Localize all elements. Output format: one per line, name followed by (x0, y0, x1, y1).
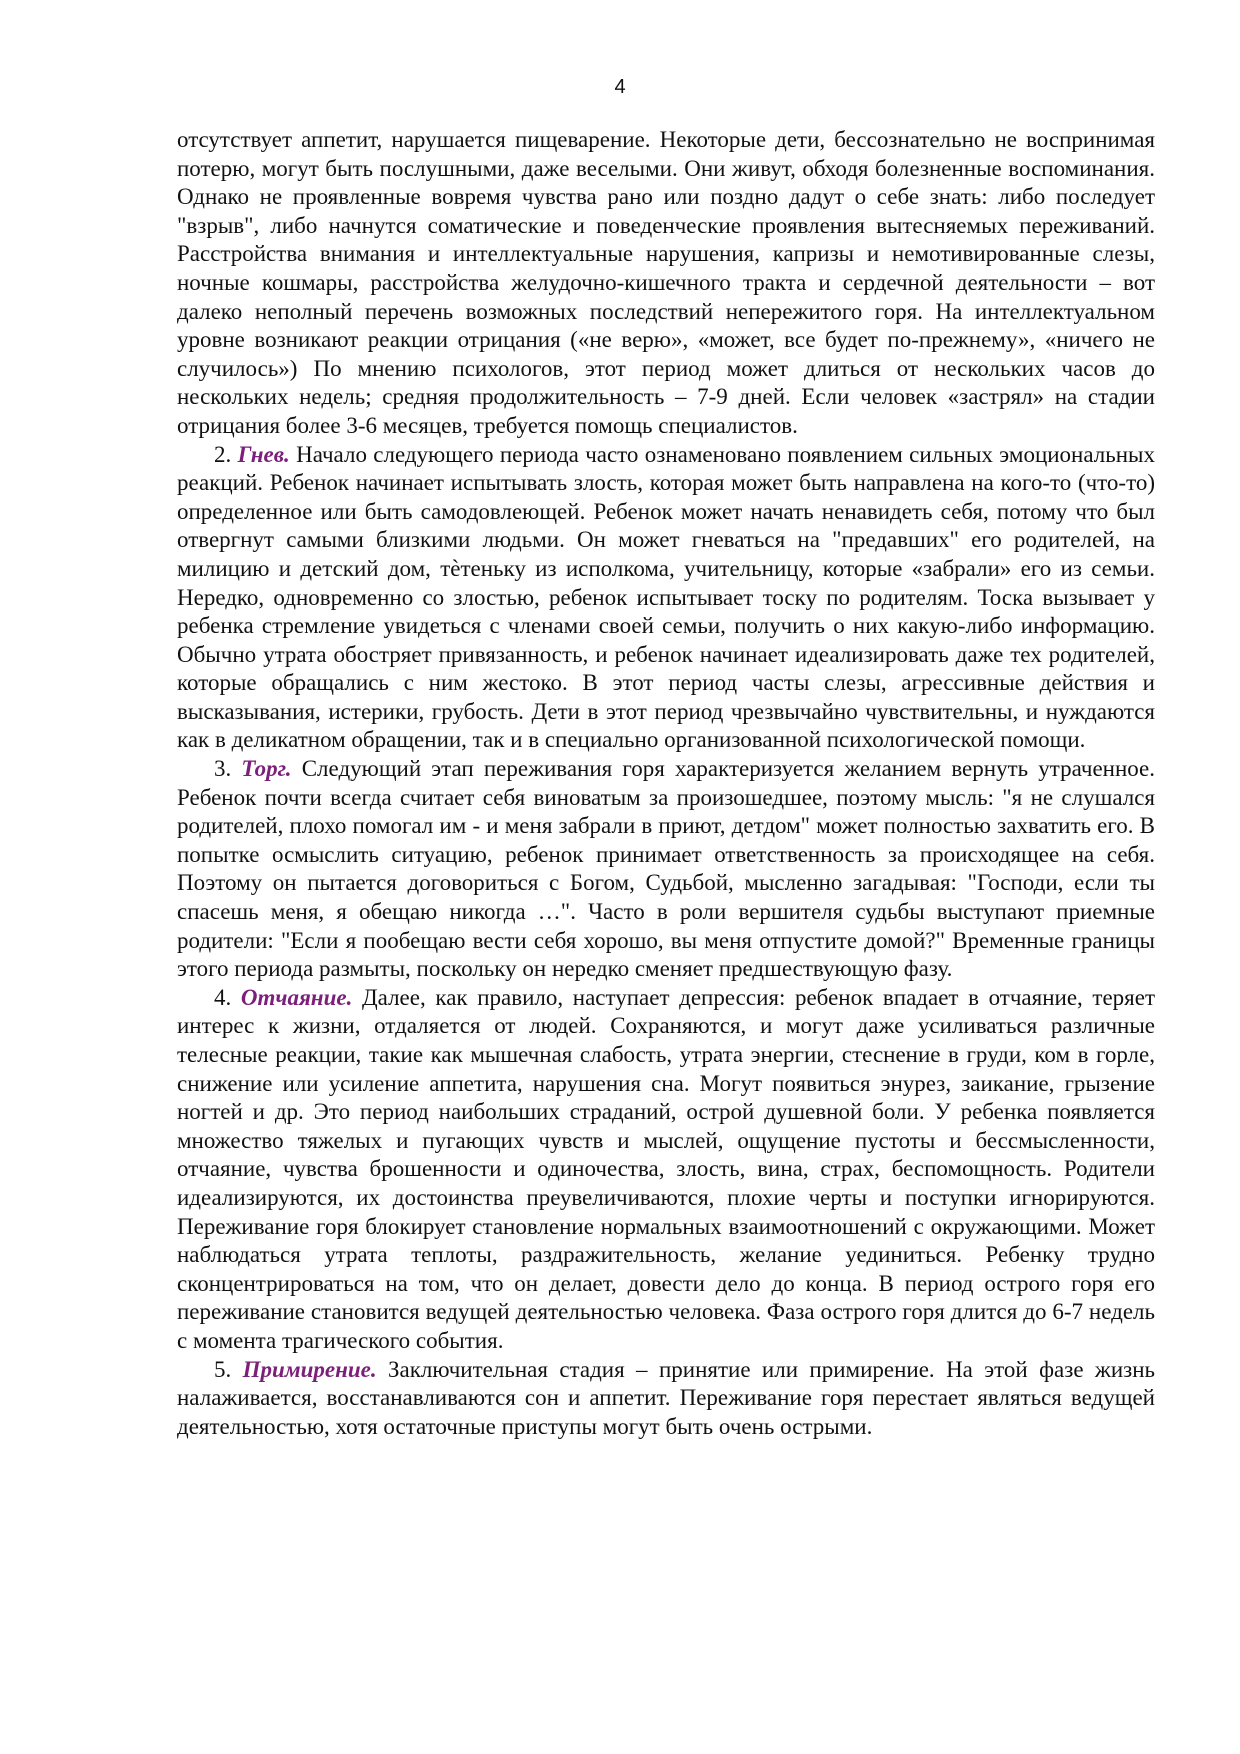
document-body (177, 126, 1155, 1441)
stage-term-despair: Отчаяние. (240, 984, 353, 1010)
stage-text: Далее, как правило, наступает депрессия: ребенок впадает в отчаяние, теряет интерес к жизни, отдаляется от людей. Сохраняются, и могут даже усиливаться различные телесные реакции, такие как мышечная слабость, утрата энергии, стеснение в груди, ком в горле, снижение или усиление аппетита, нарушения сна. Могут появиться энурез, заикание, грызение ногтей и др. Это период наибольших страданий, острой душевной боли. У ребенка появляется множество тяжелых и пугающих чувств и мыслей, ощущение пустоты и бессмысленности, отчаяние, чувства брошенности и одиночества, злость, вина, страх, беспомощность. Родители идеализируются, их достоинства преувеличиваются, плохие черты и поступки игнорируются. Переживание горя блокирует становление нормальных взаимоотношений с окружающими. Может наблюдаться утрата теплоты, раздражительность, желание уединиться. Ребенку трудно сконцентрироваться на том, что он делает, довести дело до конца. В период острого горя его переживание становится ведущей деятельностью человека. Фаза острого горя длится до 6-7 недель с момента трагического события. (177, 984, 1156, 1353)
stage-number: 5. (214, 1356, 232, 1382)
stage-bargaining-paragraph (177, 755, 1155, 984)
page-number: 4 (614, 76, 626, 98)
stage-number: 3. (214, 756, 232, 782)
stage-term-acceptance: Примирение. (242, 1356, 377, 1382)
stage-term-bargaining: Торг. (241, 756, 292, 782)
stage-despair-paragraph (177, 984, 1155, 1356)
intro-paragraph: отсутствует аппетит, нарушается пищеварение. Некоторые дети, бессознательно не воспринимая потерю, могут быть послушными, даже веселыми. Они живут, обходя болезненные воспоминания. Однако не проявленные вовремя чувства рано или поздно дадут о себе знать: либо последует "взрыв", либо начнутся соматические и поведенческие проявления вытесняемых переживаний. Расстройства внимания и интеллектуальные нарушения, капризы и немотивированные слезы, ночные кошмары, расстройства желудочно-кишечного тракта и сердечной деятельности – вот далеко неполный перечень возможных последствий непережитого горя. На интеллектуальном уровне возникают реакции отрицания («не верю», «может, все будет по-прежнему», «ничего не случилось») По мнению психологов, этот период может длиться от нескольких часов до нескольких недель; средняя продолжительность – 7-9 дней. Если человек «застрял» на стадии отрицания более 3-6 месяцев, требуется помощь специалистов. (177, 127, 1155, 438)
stage-term-anger: Гнев. (237, 441, 290, 467)
stage-number: 4. (214, 984, 232, 1010)
stage-text: Заключительная стадия – принятие или примирение. На этой фазе жизнь налаживается, восстанавливаются сон и аппетит. Переживание горя перестает являться ведущей деятельностью, хотя остаточные приступы могут быть очень острыми. (177, 1356, 1156, 1439)
stage-acceptance-paragraph (177, 1356, 1155, 1442)
stage-text: Начало следующего периода часто ознаменовано появлением сильных эмоциональных реакций. Ребенок начинает испытывать злость, которая может быть направлена на кого-то (что-то) определенное или быть самодовлеющей. Ребенок может начать ненавидеть себя, потому что был отвергнут самыми близкими людьми. Он может гневаться на "предавших" его родителей, на милицию и детский дом, тѐтеньку из исполкома, учительницу, которые «забрали» его из семьи. Нередко, одновременно со злостью, ребенок испытывает тоску по родителям. Тоска вызывает у ребенка стремление увидеться с членами своей семьи, получить о них какую-либо информацию. Обычно утрата обостряет привязанность, и ребенок начинает идеализировать даже тех родителей, которые обращались с ним жестоко. В этот период часты слезы, агрессивные действия и высказывания, истерики, грубость. Дети в этот период чрезвычайно чувствительны, и нуждаются как в деликатном обращении, так и в специально организованной психологической помощи. (177, 441, 1156, 753)
stage-number: 2. (214, 441, 232, 467)
stage-anger-paragraph (177, 441, 1155, 756)
stage-text: Следующий этап переживания горя характеризуется желанием вернуть утраченное. Ребенок почти всегда считает себя виноватым за произошедшее, поэтому мысль: "я не слушался родителей, плохо помогал им - и меня забрали в приют, детдом" может полностью захватить его. В попытке осмыслить ситуацию, ребенок принимает ответственность за происходящее на себя. Поэтому он пытается договориться с Богом, Судьбой, мысленно загадывая: "Господи, если ты спасешь меня, я обещаю никогда …". Часто в роли вершителя судьбы выступают приемные родители: "Если я пообещаю вести себя хорошо, вы меня отпустите домой?" Временные границы этого периода размыты, поскольку он нередко сменяет предшествующую фазу. (177, 756, 1156, 982)
